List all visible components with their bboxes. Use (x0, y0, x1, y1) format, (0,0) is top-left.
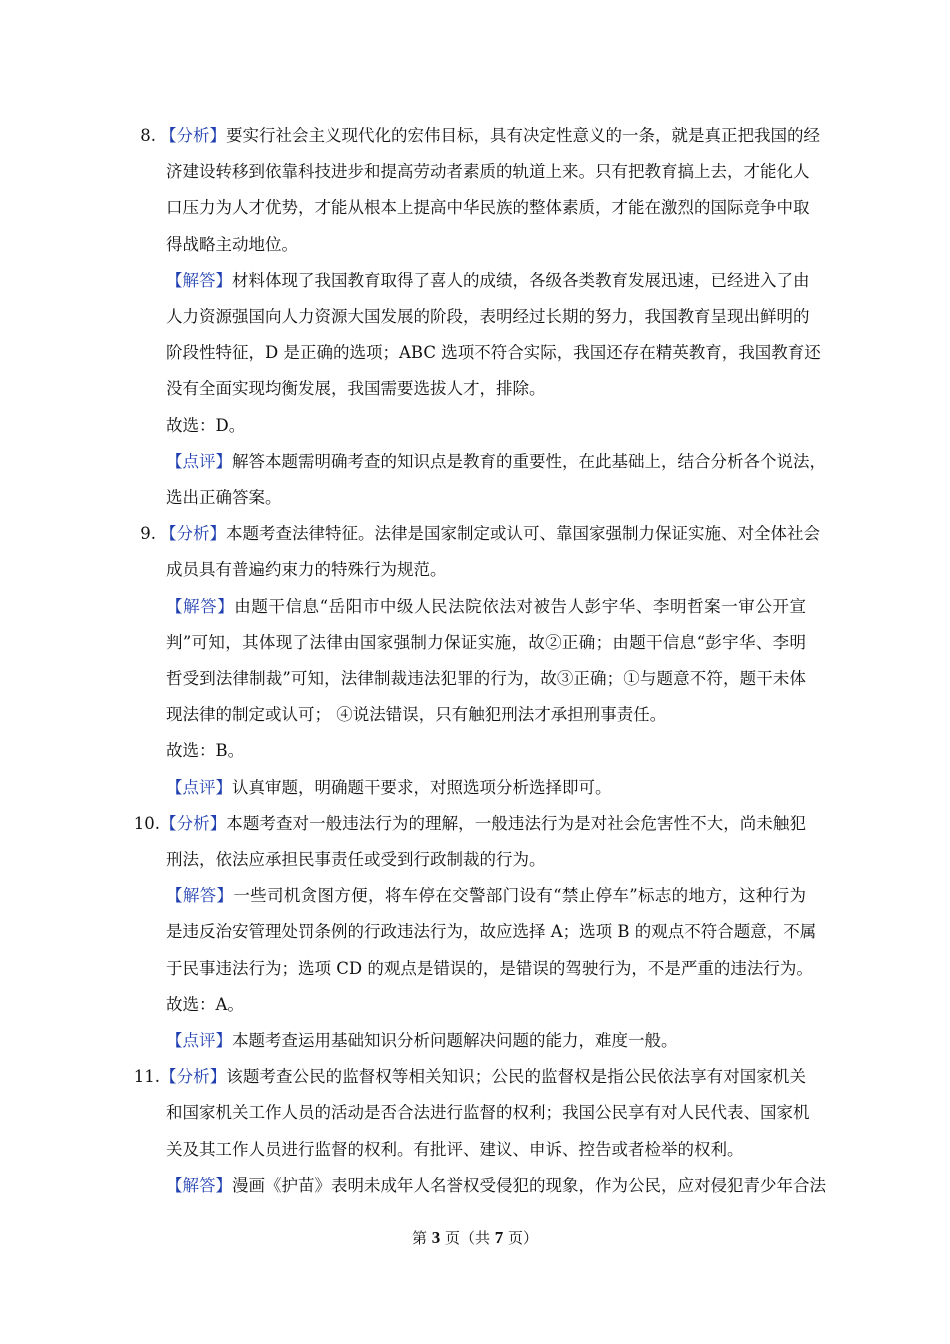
text-line (166, 669, 806, 689)
text-line (166, 922, 817, 942)
line-text: 口压力为人才优势，才能从根本上提高中华民族的整体素质，才能在激烈的国际竞争中取 (166, 198, 810, 218)
line-text: 关及其工作人员进行监督的权利。有批评、建议、申诉、控告或者检举的权利。 (166, 1139, 744, 1159)
line-text: 解答本题需明确考查的知识点是教育的重要性，在此基础上，结合分析各个说法， (232, 451, 826, 471)
line-text: 故选：B。 (166, 741, 245, 761)
text-line (166, 416, 806, 436)
section-tag: 【分析】 (160, 1067, 227, 1087)
question-number: 9. (140, 524, 156, 544)
line-text: 和国家机关工作人员的活动是否合法进行监督的权利；我国公民享有对人民代表、国家机 (166, 1103, 810, 1123)
line-text: 一些司机贪图方便，将车停在交警部门设有“禁止停车”标志的地方，这种行为 (233, 886, 807, 906)
text-line (160, 1067, 806, 1087)
text-line (166, 1175, 826, 1196)
text-line (166, 741, 806, 761)
line-text: 于民事违法行为；选项 CD 的观点是错误的，是错误的驾驶行为，不是严重的违法行为。 (166, 958, 813, 978)
page-footer: 第 3 页（共 7 页） (411, 1228, 539, 1247)
text-line (166, 488, 806, 508)
total-page-number: 7 (494, 1228, 504, 1247)
line-text: 哲受到法律制裁”可知，法律制裁违法犯罪的行为，故③正确；①与题意不符，题干未体 (166, 669, 806, 688)
text-line (166, 162, 810, 182)
line-text: 该题考查公民的监督权等相关知识；公民的监督权是指公民依法享有对国家机关 (226, 1067, 807, 1087)
section-tag: 【解答】 (166, 270, 232, 290)
line-text: 故选：A。 (166, 994, 244, 1014)
section-tag: 【点评】 (166, 1031, 232, 1050)
line-text: 本题考查对一般违法行为的理解，一般违法行为是对社会危害性不大，尚未触犯 (226, 813, 807, 833)
current-page-number: 3 (431, 1228, 441, 1247)
line-text: 漫画《护苗》表明未成年人名誉权受侵犯的现象，作为公民，应对侵犯青少年合法 (232, 1175, 826, 1195)
line-text: 故选：D。 (166, 415, 246, 435)
text-line (166, 958, 813, 979)
text-line (160, 126, 820, 146)
line-text: 现法律的制定或认可； ④说法错误，只有触犯刑法才承担刑事责任。 (166, 705, 667, 725)
text-line (166, 560, 806, 580)
question-number: 10. (133, 813, 160, 833)
text-line (166, 1140, 806, 1160)
line-text: 人力资源强国向人力资源大国发展的阶段，表明经过长期的努力，我国教育呈现出鲜明的 (166, 307, 810, 326)
line-text: 判”可知，其体现了法律由国家强制力保证实施，故②正确；由题干信息“彭宇华、李明 (166, 632, 806, 652)
line-text: 选出正确答案。 (166, 488, 282, 507)
section-tag: 【点评】 (166, 777, 232, 797)
line-text: 没有全面实现均衡发展，我国需要选拔人才，排除。 (166, 379, 546, 399)
text-line (166, 597, 806, 617)
text-line (160, 524, 820, 544)
section-tag: 【解答】 (166, 596, 235, 616)
text-line (166, 778, 806, 798)
text-line (166, 379, 806, 399)
text-line (166, 705, 806, 725)
text-line (166, 1031, 806, 1051)
text-line (166, 995, 806, 1015)
text-line (166, 451, 826, 472)
line-text: 济建设转移到依靠科技进步和提高劳动者素质的轨道上来。只有把教育搞上去，才能化人 (166, 162, 810, 182)
line-text: 成员具有普遍约束力的特殊行为规范。 (166, 560, 447, 580)
line-text: 是违反治安管理处罚条例的行政违法行为，故应选择 A；选项 B 的观点不符合题意，不属 (166, 922, 817, 942)
section-tag: 【分析】 (160, 126, 226, 145)
line-text: 本题考查运用基础知识分析问题解决问题的能力，难度一般。 (232, 1031, 678, 1050)
text-line (166, 343, 821, 363)
line-text: 由题干信息“岳阳市中级人民法院依法对被告人彭宇华、李明哲案一审公开宣 (234, 596, 807, 616)
line-text: 阶段性特征，D 是正确的选项；ABC 选项不符合实际，我国还存在精英教育，我国教育还 (166, 343, 821, 363)
line-text: 得战略主动地位。 (166, 234, 298, 254)
section-tag: 【点评】 (166, 451, 232, 471)
section-tag: 【解答】 (166, 1175, 232, 1195)
line-text: 要实行社会主义现代化的宏伟目标，具有决定性意义的一条，就是真正把我国的经 (226, 126, 820, 145)
section-tag: 【解答】 (166, 886, 234, 906)
line-text: 材料体现了我国教育取得了喜人的成绩，各级各类教育发展迅速，已经进入了由 (232, 270, 810, 290)
text-line (160, 814, 806, 834)
question-number: 8. (140, 126, 156, 145)
text-line (166, 235, 806, 255)
text-line (166, 198, 810, 218)
line-text: 本题考查法律特征。法律是国家制定或认可、靠国家强制力保证实施、对全体社会 (226, 524, 820, 544)
text-line (166, 633, 806, 653)
question-number: 11. (133, 1067, 160, 1087)
text-line (166, 886, 806, 906)
section-tag: 【分析】 (160, 524, 226, 544)
section-tag: 【分析】 (160, 813, 227, 833)
text-line (166, 270, 810, 291)
line-text: 认真审题，明确题干要求，对照选项分析选择即可。 (232, 777, 612, 797)
text-line (166, 1103, 810, 1123)
text-line (166, 307, 810, 327)
line-text: 刑法，依法应承担民事责任或受到行政制裁的行为。 (166, 850, 546, 869)
text-line (166, 850, 806, 870)
